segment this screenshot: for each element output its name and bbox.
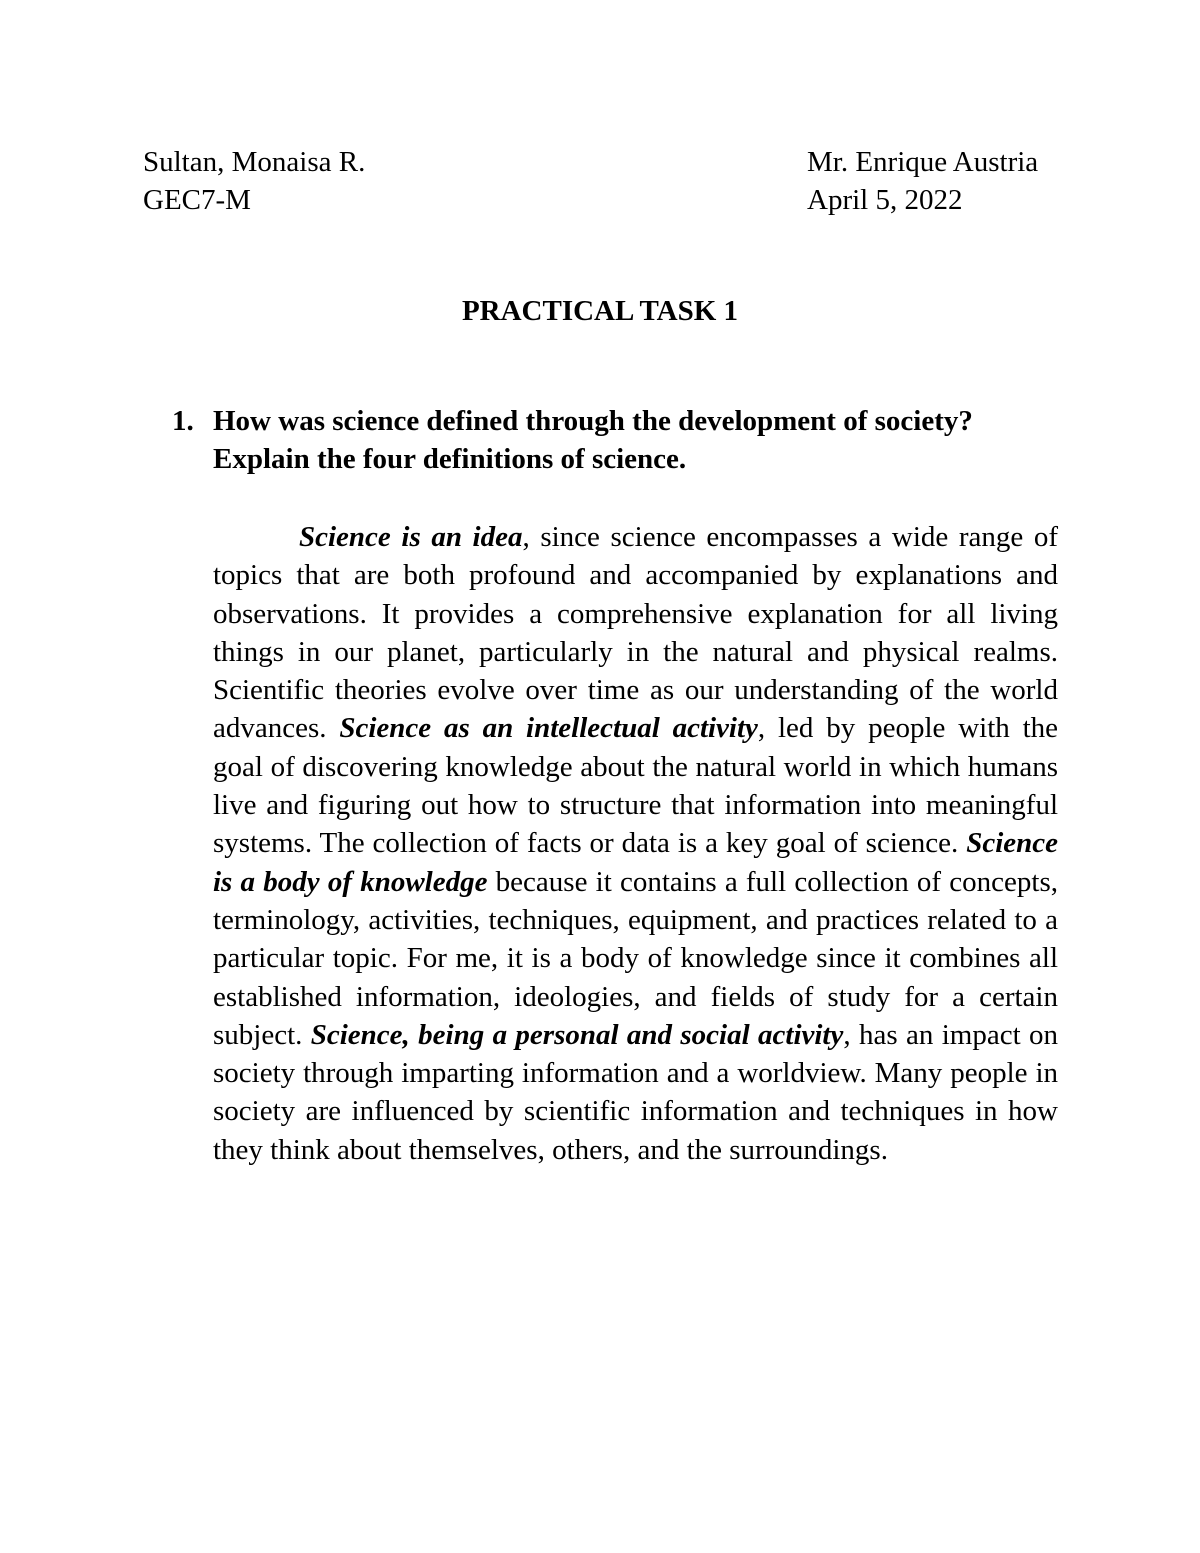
- submission-date: April 5, 2022: [807, 184, 963, 216]
- question-item: [172, 402, 1062, 478]
- answer-text-1: , since science encompasses a wide range of topics that are both profound and accompanied by explanations and observations. It provides a comprehensive explanation for all living things in our planet, particularly in the natural and physical realms. Scientific theories evolve over time as our understanding of the world advances.: [213, 521, 1058, 745]
- instructor-name: Mr. Enrique Austria: [807, 146, 1039, 178]
- answer-text-3: because it contains a full collection of concepts, terminology, activities, techniques, equipment, and practices related to a particular topic. For me, it is a body of knowledge since it combines all established information, ideologies, and fields of study for a certain subject.: [213, 865, 1058, 1051]
- definition-intellectual-activity: Science as an intellectual activity: [339, 712, 758, 745]
- answer-text-2: , led by people with the goal of discovering knowledge about the natural world in which humans live and figuring out how to structure that information into meaningful systems. The collection of facts or data is a key goal of science.: [213, 712, 1058, 860]
- question-number: 1.: [172, 405, 194, 437]
- answer-paragraph: [213, 518, 1058, 1169]
- student-name: Sultan, Monaisa R.: [143, 146, 366, 178]
- question-text: How was science defined through the development of society? Explain the four definitions of science.: [213, 405, 973, 475]
- page-title: PRACTICAL TASK 1: [461, 295, 739, 327]
- instructor-info: [807, 143, 1038, 219]
- definition-body-of-knowledge: Science is a body of knowledge: [213, 827, 1058, 898]
- definition-idea: Science is an idea: [299, 521, 523, 553]
- section-code: GEC7-M: [143, 184, 251, 216]
- definition-personal-social-activity: Science, being a personal and social activity: [310, 1018, 844, 1051]
- student-info: [143, 143, 365, 219]
- answer-text-4: , has an impact on society through imparting information and a worldview. Many people in society are influenced by scientific information and techniques in how they think about themselves, others, and the surroundings.: [213, 1018, 1058, 1166]
